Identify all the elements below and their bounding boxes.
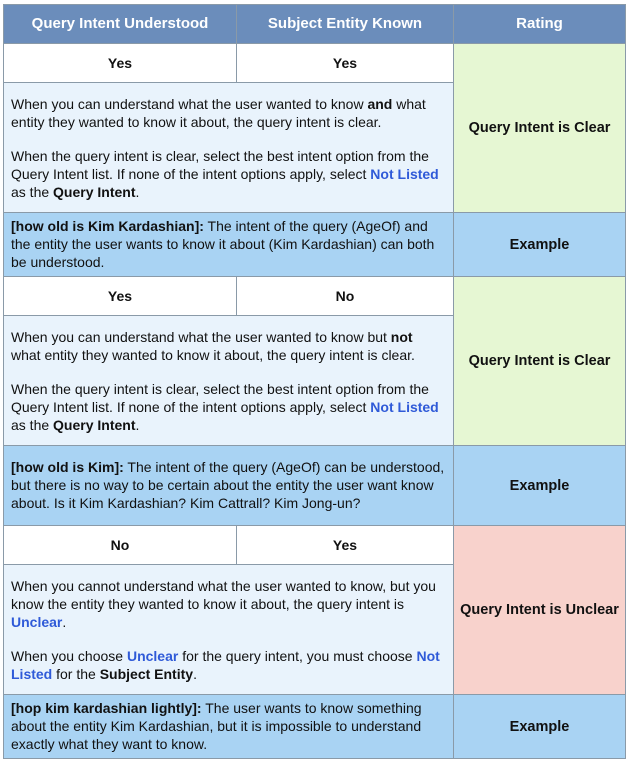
row-2-values	[4, 277, 626, 316]
example-label: Example	[454, 446, 626, 526]
unclear-link: Unclear	[126, 648, 179, 664]
example-query: [how old is Kim]:	[11, 459, 124, 475]
description-paragraph: When the query intent is clear, select the best intent option from the Query Intent list. If none of the intent options apply, select Not Listed as the Query Intent.	[11, 381, 439, 433]
row-2-example	[4, 446, 626, 526]
description-paragraph: When you cannot understand what the user wanted to know, but you know the entity they wanted to know it about, the query intent is Unclear.	[11, 578, 436, 630]
intent-understood-value: Yes	[4, 44, 237, 83]
subject-entity-known-value: No	[237, 277, 454, 316]
row-3-values	[4, 526, 626, 565]
unclear-link: Unclear	[11, 614, 63, 630]
subject-entity-known-value: Yes	[237, 526, 454, 565]
description-paragraph: When you choose Unclear for the query intent, you must choose Not Listed for the Subject Entity.	[11, 648, 440, 682]
description-paragraph: When you can understand what the user wanted to know but not what entity they wanted to know it about, the query intent is clear.	[11, 329, 415, 363]
description-cell	[4, 565, 454, 695]
not-listed-link: Not Listed	[11, 648, 440, 682]
rating-query-intent-clear: Query Intent is Clear	[454, 277, 626, 446]
header-rating: Rating	[454, 5, 626, 44]
rating-query-intent-unclear: Query Intent is Unclear	[454, 526, 626, 695]
not-listed-link: Not Listed	[370, 399, 439, 415]
intent-understood-value: No	[4, 526, 237, 565]
header-subject-entity-known: Subject Entity Known	[237, 5, 454, 44]
subject-entity-known-value: Yes	[237, 44, 454, 83]
row-1-values	[4, 44, 626, 83]
example-label: Example	[454, 695, 626, 759]
not-listed-link: Not Listed	[370, 166, 439, 182]
example-query: [how old is Kim Kardashian]:	[11, 218, 204, 234]
row-1-example	[4, 213, 626, 277]
example-cell: [how old is Kim]: The intent of the query (AgeOf) can be understood, but there is no way to be certain about the entity the user want know about. Is it Kim Kardashian? Kim Cattrall? Kim Jong-un?	[4, 446, 454, 526]
example-label: Example	[454, 213, 626, 277]
description-cell	[4, 83, 454, 213]
header-row	[4, 5, 626, 44]
rating-query-intent-clear: Query Intent is Clear	[454, 44, 626, 213]
example-cell: [how old is Kim Kardashian]: The intent of the query (AgeOf) and the entity the user wants to know it about (Kim Kardashian) can both be understood.	[4, 213, 454, 277]
example-query: [hop kim kardashian lightly]:	[11, 700, 202, 716]
description-paragraph: When you can understand what the user wanted to know and what entity they wanted to know it about, the query intent is clear.	[11, 96, 426, 130]
description-cell	[4, 316, 454, 446]
row-3-example	[4, 695, 626, 759]
description-paragraph: When the query intent is clear, select the best intent option from the Query Intent list. If none of the intent options apply, select Not Listed as the Query Intent.	[11, 148, 439, 200]
query-intent-rating-table	[3, 4, 626, 759]
example-cell: [hop kim kardashian lightly]: The user wants to know something about the entity Kim Kardashian, but it is impossible to understand exactly what they want to know.	[4, 695, 454, 759]
header-query-intent-understood: Query Intent Understood	[4, 5, 237, 44]
intent-understood-value: Yes	[4, 277, 237, 316]
